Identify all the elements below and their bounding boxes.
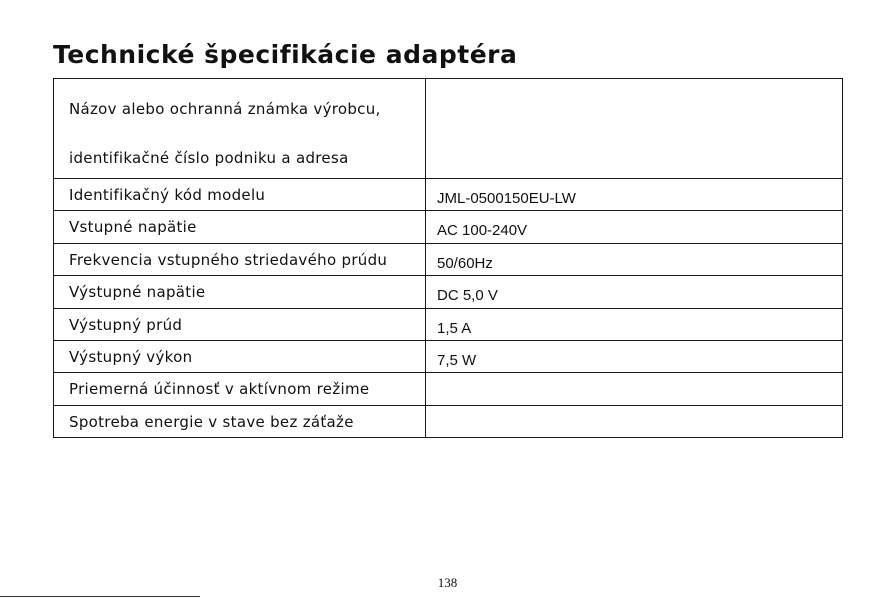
page-number: 138 (437, 575, 458, 590)
row-label: Frekvencia vstupného striedavého prúdu (69, 250, 388, 269)
table-row (54, 405, 843, 437)
label-cell (54, 308, 426, 340)
table-row (54, 211, 843, 243)
spec-table (53, 78, 843, 438)
row-value: 7,5 W (437, 351, 477, 369)
label-cell (54, 179, 426, 211)
table-row (54, 243, 843, 275)
value-cell (426, 211, 843, 243)
value-cell (426, 340, 843, 372)
footer-rule (0, 596, 200, 597)
value-cell (426, 405, 843, 437)
row-value: 50/60Hz (437, 254, 493, 272)
label-cell (54, 373, 426, 405)
row-value: JML-0500150EU-LW (437, 190, 576, 208)
page-title: Technické špecifikácie adaptéra (53, 40, 518, 69)
row-value: DC 5,0 V (437, 287, 498, 305)
row-label: Výstupné napätie (69, 283, 206, 302)
table-row (54, 340, 843, 372)
row-label: Spotreba energie v stave bez záťaže (69, 412, 354, 431)
row-value (426, 406, 842, 417)
value-cell (426, 243, 843, 275)
value-cell (426, 308, 843, 340)
row-label: Priemerná účinnosť v aktívnom režime (69, 380, 370, 399)
row-value (426, 373, 842, 384)
table-row (54, 276, 843, 308)
row-value: AC 100-240V (437, 222, 528, 240)
row-label-line: identifikačné číslo podniku a adresa (69, 149, 349, 167)
row-label: Identifikačný kód modelu (69, 186, 266, 205)
label-cell (54, 276, 426, 308)
table-row (54, 79, 843, 179)
value-cell (426, 79, 843, 179)
label-cell (54, 340, 426, 372)
value-cell (426, 276, 843, 308)
label-cell (54, 79, 426, 179)
row-label: Vstupné napätie (69, 218, 197, 237)
value-cell (426, 179, 843, 211)
row-label-line: Názov alebo ochranná známka výrobcu, (69, 100, 381, 118)
row-label: Výstupný prúd (69, 315, 183, 334)
row-label: Výstupný výkon (69, 347, 193, 366)
row-value: 1,5 A (437, 319, 472, 337)
label-cell (54, 211, 426, 243)
label-cell (54, 405, 426, 437)
table-row (54, 373, 843, 405)
value-cell (426, 373, 843, 405)
table-row (54, 308, 843, 340)
label-cell (54, 243, 426, 275)
table-row (54, 179, 843, 211)
